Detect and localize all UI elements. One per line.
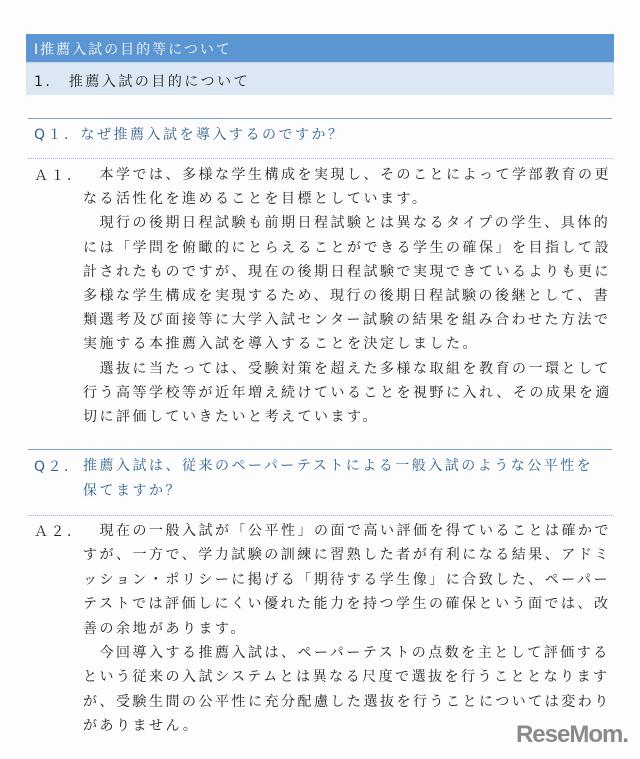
divider: [28, 449, 612, 450]
text-line: 実施する本推薦入試を導入することを決定しました。: [83, 336, 479, 353]
text-line: が、受験生間の公平性に充分配慮した選抜を行うことについては変わり: [83, 693, 611, 710]
text-line: 今回導入する推薦入試は、ペーパーテストの点数を主として評価する: [83, 645, 610, 661]
divider: [28, 118, 612, 119]
text-line: がありません。: [83, 718, 200, 735]
text-line: テストでは評価しにくい優れた能力を持つ学生の確保という面では、改: [83, 596, 611, 613]
divider: [28, 515, 612, 516]
text-line: 保てますか？: [83, 483, 182, 499]
text-line: 本学では、多様な学生構成を実現し、そのことによって学部教育の更: [83, 167, 611, 183]
subsection-header: 1. 推薦入試の目的について: [26, 62, 614, 95]
text-line: なる活性化を進めることを目標としています。: [83, 191, 429, 208]
answer-2-label: Ａ２．: [34, 524, 84, 540]
question-label: Q１．: [34, 127, 81, 143]
resemom-logo: ReseMom.: [515, 721, 628, 748]
text-line: 多様な学生構成を実現するため、現行の後期日程試験の後継として、書: [83, 288, 611, 304]
text-line: には「学問を俯瞰的にとらえることができる学生の確保」を目指して設: [83, 239, 611, 256]
text-line: 行う高等学校等が近年増え続けていることを視野に入れ、その成果を適: [83, 384, 612, 401]
text-line: 善の余地があります。: [83, 620, 247, 637]
text-line: 切に評価していきたいと考えています。: [83, 409, 379, 425]
text-line: 現在の一般入試が「公平性」の面で高い評価を得ていることは確かで: [83, 523, 611, 539]
answer-1-label: Ａ１．: [34, 168, 84, 184]
section-header: Ⅰ推薦入試の目的等について: [26, 34, 614, 62]
text-line: 計されたものですが、現在の後期日程試験で実現できているよりも更に: [83, 263, 611, 280]
text-line: 推薦入試は、従来のペーパーテストによる一般入試のような公平性を: [83, 458, 594, 474]
divider: [28, 158, 612, 159]
question-2-label: Q２．: [34, 459, 81, 475]
text-line: すが、一方で、学力試験の訓練に習熟した者が有利になる結果、アドミ: [83, 547, 611, 564]
text-line: という従来の入試システムとは異なる尺度で選抜を行うこととなります: [83, 669, 610, 686]
question-text: なぜ推薦入試を導入するのですか？: [80, 127, 345, 143]
text-line: 類選考及び面接等に大学入試センター試験の結果を組み合わせた方法で: [83, 312, 611, 329]
text-line: 選抜に当たっては、受験対策を超えた多様な取組を教育の一環として: [83, 360, 611, 377]
question-1: [34, 124, 345, 144]
text-line: ッション・ポリシーに掲げる「期待する学生像」に合致した、ペーパー: [83, 571, 611, 588]
text-line: 現行の後期日程試験も前期日程試験とは異なるタイプの学生、具体的: [83, 215, 611, 232]
